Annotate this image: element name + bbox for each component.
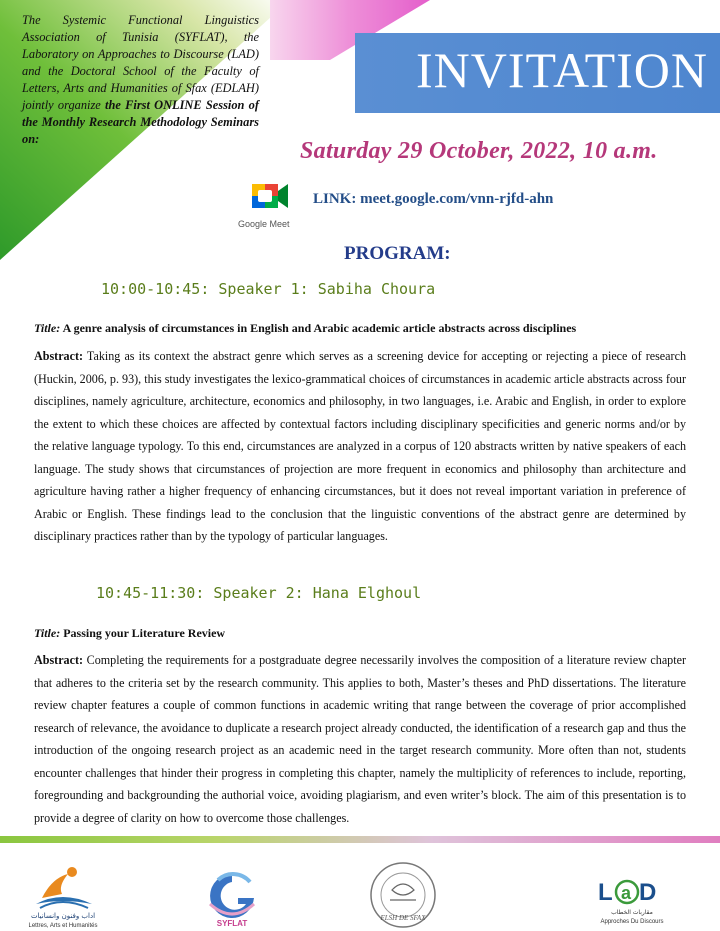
svg-text:a: a <box>621 883 632 903</box>
google-meet-icon <box>250 178 290 214</box>
flsh-arts-logo <box>22 864 104 930</box>
title-label: Title: <box>34 626 61 640</box>
svg-text:D: D <box>639 879 657 906</box>
speaker-1-slot: 10:00-10:45: Speaker 1: Sabiha Choura <box>101 280 436 298</box>
title-label: Title: <box>34 321 61 335</box>
intro-text: The Systemic Functional Linguistics Association of Tunisia (SYFLAT), the Laboratory on Approaches to Discourse (LAD) and the Doctoral School of the Faculty of Letters, Arts and Humanities of Sfax (EDLAH) jointly organize the First ONLINE Session of the Monthly Research Methodology Seminars on: <box>22 13 260 146</box>
speaker-2-slot: 10:45-11:30: Speaker 2: Hana Elghoul <box>96 584 422 602</box>
logo1-caption: Lettres, Arts et Humanités <box>28 923 98 929</box>
speaker-1-abstract <box>34 345 686 548</box>
invitation-banner <box>355 33 720 113</box>
google-meet-label: Google Meet <box>238 219 290 229</box>
program-heading: PROGRAM: <box>344 243 451 264</box>
svg-text:L: L <box>598 879 613 906</box>
abstract-text: Completing the requirements for a postgraduate degree necessarily involves the composition of a literature review chapter that adheres to the criteria set by the research community. This applies to both, Master’s theses and PhD dissertations. The literature review chapter features a couple of common functions in academic writing that range between the coverage of prior accomplished research of relevance, the avoidance to duplicate a research project already conducted, the identification of a research gap and thus the introduction of the ongoing research project as an academic need in the target research community. More often than not, students encounter challenges that hinder their progress in completing this chapter, namely the multiplicity of references to include, reporting, foregrounding and backgrounding the authorial voice, avoiding plagiarism, and even writer’s block. The aim of this presentation is to provide a degree of clarity on how to overcome those challenges. <box>34 653 686 825</box>
abstract-label: Abstract: <box>34 653 84 667</box>
logo4-sub: Approches Du Discours <box>600 919 664 925</box>
banner-title: INVITATION <box>415 42 708 98</box>
title-text: Passing your Literature Review <box>63 626 226 640</box>
event-date: Saturday 29 October, 2022, 10 a.m. <box>300 138 658 164</box>
logo3-caption: FLSH DE SFAX <box>380 914 426 922</box>
abstract-label: Abstract: <box>34 349 84 363</box>
syflat-logo <box>198 868 266 928</box>
flsh-sfax-seal <box>366 860 440 930</box>
footer-divider <box>0 836 720 843</box>
svg-text:اداب وفنون وانسانيات: اداب وفنون وانسانيات <box>30 912 96 920</box>
speaker-2-abstract <box>34 649 686 829</box>
abstract-text: Taking as its context the abstract genre which serves as a screening device for accepting or rejecting a piece of research (Huckin, 2006, p. 93), this study investigates the lexico-grammatical choices of circumstances in academic article abstracts across four disciplines, namely agriculture, architecture, economics and philosophy, in two languages, i.e. Arabic and English, in order to explore the extent to which these choices are affected by contextual factors including disciplinary specificities and generic norms and/or by the relative language typology. To this end, circumstances are analyzed in a corpus of 120 abstracts written by native speakers of each language. The study shows that circumstances of projection are more frequent in economics and philosophy than architecture and agriculture having rather a higher frequency of enhancing circumstances, but it does not reveal important variation in preference of Arabic or English. These findings lead to the conclusion that the linguistic conventions of the abstract genre are determined by disciplinary practices rather than by the typology of particular languages. <box>34 349 686 543</box>
logo2-caption: SYFLAT <box>216 919 248 928</box>
title-text: A genre analysis of circumstances in English and Arabic academic article abstracts across disciplines <box>62 321 577 335</box>
lad-logo <box>596 870 668 930</box>
meeting-link[interactable]: LINK: meet.google.com/vnn-rjfd-ahn <box>313 191 554 207</box>
speaker-1-title <box>34 321 686 336</box>
speaker-2-title <box>34 626 686 641</box>
svg-text:مقاربات الخطاب: مقاربات الخطاب <box>611 909 653 916</box>
